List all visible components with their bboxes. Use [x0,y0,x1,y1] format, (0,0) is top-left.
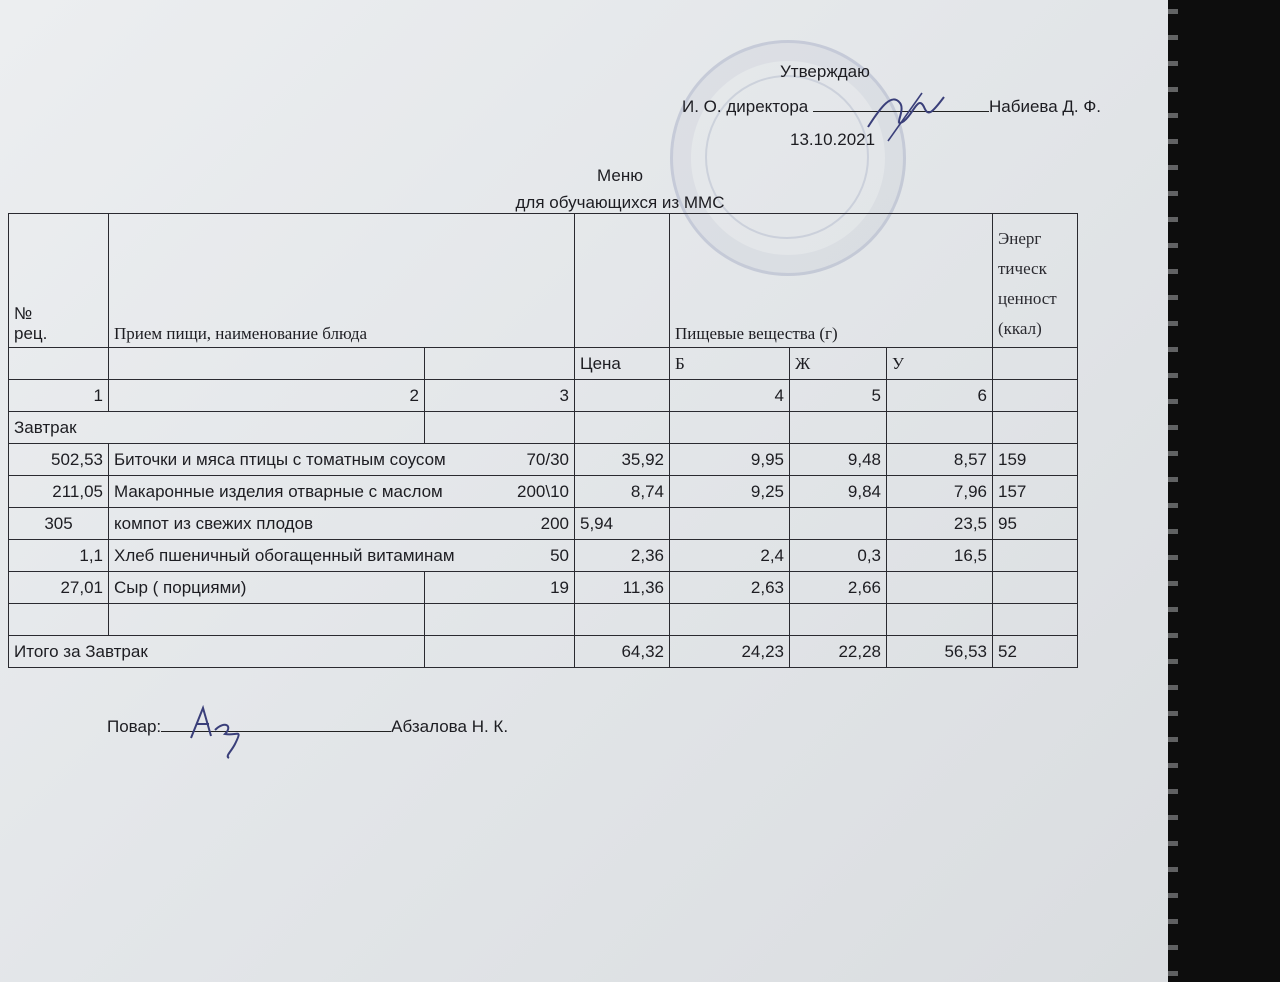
header-blank [575,214,670,348]
table-row: 27,01 Сыр ( порциями) 19 11,36 2,63 2,66 [9,572,1078,604]
header-nutrients: Пищевые вещества (г) [670,214,993,348]
total-label: Итого за Завтрак [9,636,425,668]
cook-label: Повар: [107,717,162,736]
director-signature [862,85,952,145]
table-subheader-row [9,348,1078,380]
empty-row [9,604,1078,636]
table-row: 1,1 Хлеб пшеничный обогащенный витаминам 50 2,36 2,4 0,3 16,5 [9,540,1078,572]
cook-signature-line [107,715,508,737]
column-numbers-row: 1 2 3 4 5 6 [9,380,1078,412]
header-fats: Ж [790,348,887,380]
table-header-row [9,214,1078,348]
portion-value: 200 [540,513,569,533]
menu-table [8,213,1078,668]
header-carbs: У [887,348,993,380]
document-subtitle: для обучающихся из ММС [515,193,725,212]
table-row: 502,53 Биточки и мяса птицы с томатным соусом 70/30 35,92 9,95 9,48 8,57 159 [9,444,1078,476]
table-row: 211,05 Макаронные изделия отварные с маслом 200\10 8,74 9,25 9,84 7,96 157 [9,476,1078,508]
total-fats: 22,28 [790,636,887,668]
document-title-block [470,162,770,216]
document-title: Меню [597,166,643,185]
total-proteins: 24,23 [670,636,790,668]
cook-signature [185,700,265,760]
scan-dark-edge [1178,0,1280,982]
portion-value: 70/30 [526,449,569,469]
total-row [9,636,1078,668]
section-label: Завтрак [9,412,425,444]
header-recipe-number: № рец. [9,214,109,348]
header-price: Цена [575,348,670,380]
approval-name: Набиева Д. Ф. [988,97,1102,116]
approval-title: Утверждаю [780,62,870,81]
table-row: 305 компот из свежих плодов 200 5,94 23,5 95 [9,508,1078,540]
total-carbs: 56,53 [887,636,993,668]
total-price: 64,32 [575,636,670,668]
cook-name: Абзалова Н. К. [391,717,509,736]
portion-value: 50 [550,545,569,565]
approval-date: 13.10.2021 [790,130,876,149]
total-kcal: 52 [993,636,1078,668]
header-energy: Энерг тическ ценност (ккал) [993,214,1078,348]
header-proteins: Б [670,348,790,380]
section-row-breakfast [9,412,1078,444]
portion-value: 200\10 [517,481,569,501]
approval-role: И. О. директора [682,97,809,116]
header-dish-name: Прием пищи, наименование блюда [109,214,575,348]
